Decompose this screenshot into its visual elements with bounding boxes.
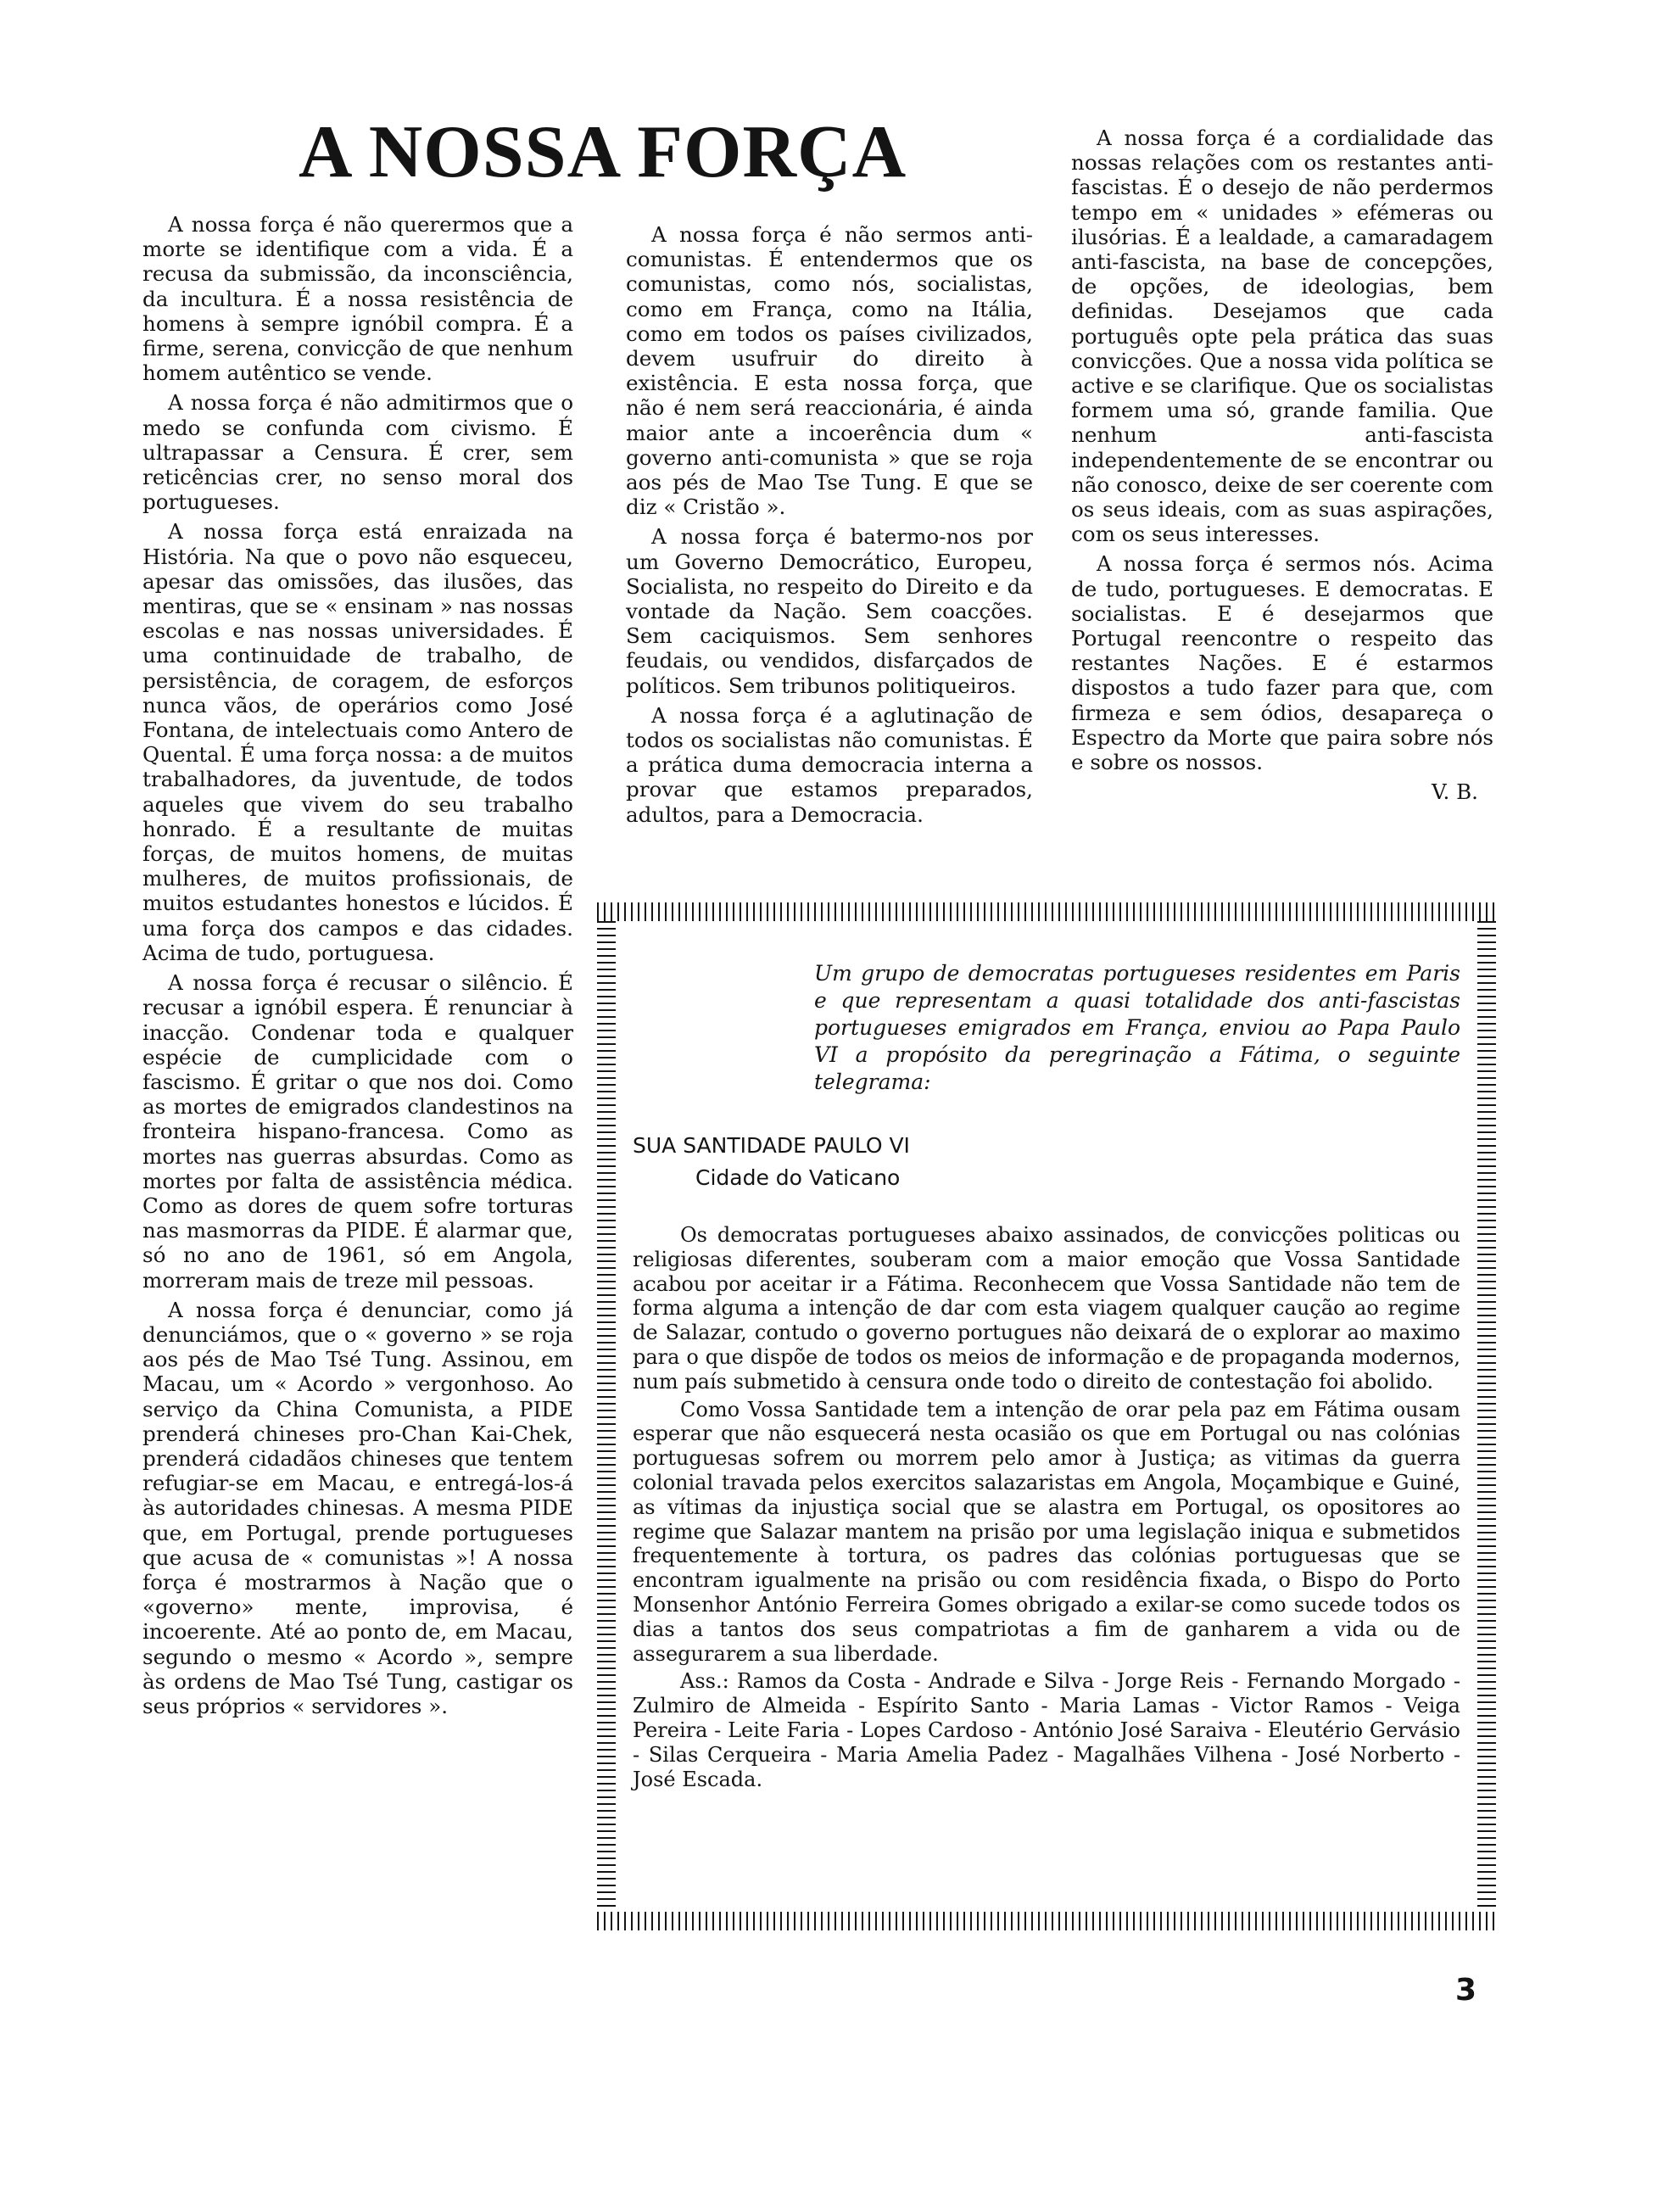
author-signature: V. B. [1432, 779, 1478, 805]
article-paragraph: A nossa força é denunciar, como já denunciámos, que o « governo » se roja aos pés de Mao Tsé Tung. Assinou, em Macau, um « Acordo » vergonhoso. Ao serviço da China Comunista, a PIDE prenderá chineses pro-Chan Kai-Chek, prenderá cidadãos chineses que tentem refugiar-se em Macau, e entregá-los-á às autoridades chinesas. A mesma PIDE que, em Portugal, prende portugueses que acusa de « comunistas »! A nossa força é mostrarmos à Nação que o «governo» mente, improvisa, é incoerente. Até ao ponto de, em Macau, segundo o mesmo « Acordo », sempre às ordens de Mao Tsé Tung, castigar os seus próprios « servidores ». [142, 1297, 573, 1718]
article-column-3 [1071, 126, 1493, 809]
article-paragraph: A nossa força é não sermos anti-comunistas. É entendermos que os comunistas, como nós, socialistas, como em França, como na Itália, como em todos os países civilizados, devem usufruir do direito à existência. E esta nossa força, que não é nem será reaccionária, é ainda maior ante a incoerência dum « governo anti-comunista » que se roja aos pés de Mao Tse Tung. E que se diz « Cristão ». [626, 222, 1033, 520]
border-hatch-left [597, 921, 616, 1912]
article-column-1 [142, 212, 573, 1723]
page-number: 3 [1455, 1973, 1477, 2008]
article-paragraph: A nossa força é a cordialidade das nossas relações com os restantes anti-fascistas. É o desejo de não perdermos tempo em « unidades » efémeras ou ilusórias. É a lealdade, a camaradagem anti-fascista, na base de concepções, de opções, de ideologias, bem definidas. Desejamos que cada português opte pela prática das suas convicções. Que a nossa vida política se active e se clarifique. Que os socialistas formem uma só, grande familia. Que nenhum anti-fascista independentemente de se encontrar ou não conosco, deixe de ser coerente com os seus ideais, com as suas aspirações, com os seus interesses. [1071, 126, 1494, 547]
border-hatch-bottom [597, 1912, 1496, 1930]
telegram-paragraph: Como Vossa Santidade tem a intenção de orar pela paz em Fátima ousam esperar que não esquecerá nesta ocasião os que em Portugal ou nas colónias portuguesas sofrem ou morrem pelo amor à Justiça; as vitimas da guerra colonial travada pelos exercitos salazaristas em Angola, Moçambique e Guiné, as vítimas da injustiça social que se alastra em Portugal, os opositores ao regime que Salazar mantem na prisão por uma legislação iniqua e submetidos frequentemente à tortura, os padres das colónias portuguesas que se encontram igualmente na prisão ou com residência fixada, o Bispo do Porto Monsenhor António Ferreira Gomes obrigado a exilar-se como sucede todos os dias a tantos dos seus compatriotas a fim de ganharem a vida ou de assegurarem a sua liberdade. [633, 1397, 1460, 1666]
article-paragraph: A nossa força é não admitirmos que o medo se confunda com civismo. É ultrapassar a Censura. É crer, sem reticências crer, no senso moral dos portugueses. [142, 390, 573, 515]
article-paragraph: A nossa força é não querermos que a morte se identifique com a vida. É a recusa da submissão, da inconsciência, da incultura. É a nossa resistência de homens à sempre ignóbil compra. É a firme, serena, convicção de que nenhum homem autêntico se vende. [142, 212, 573, 386]
border-hatch-top [597, 902, 1496, 921]
telegram-content [633, 950, 1460, 1791]
border-hatch-right [1477, 921, 1496, 1912]
telegram-box [597, 902, 1496, 1930]
telegram-paragraph: Os democratas portugueses abaixo assinados, de convicções politicas ou religiosas diferentes, souberam com a maior emoção que Vossa Santidade acabou por aceitar ir a Fátima. Reconhecem que Vossa Santidade não tem de forma alguma a intenção de dar com esta viagem qualquer caução ao regime de Salazar, contudo o governo portugues não deixará de o explorar ao maximo para o que dispõe de todos os meios de informação e de propaganda modernos, num país submetido à censura onde todo o direito de contestação foi abolido. [633, 1223, 1460, 1394]
telegram-intro: Um grupo de democratas portugueses residentes em Paris e que representam a quasi totalidade dos anti-fascistas portugueses emigrados em França, enviou ao Papa Paulo VI a propósito da peregrinação a Fátima, o seguinte telegrama: [814, 961, 1460, 1094]
telegram-recipient: SUA SANTIDADE PAULO VI [633, 1133, 910, 1158]
telegram-signatories: Ass.: Ramos da Costa - Andrade e Silva - Jorge Reis - Fernando Morgado - Zulmiro de Almeida - Espírito Santo - Maria Lamas - Victor Ramos - Veiga Pereira - Leite Faria - Lopes Cardoso - António José Saraiva - Eleutério Gervásio - Silas Cerqueira - Maria Amelia Padez - Magalhães Vilhena - José Norberto - José Escada. [633, 1669, 1460, 1791]
article-paragraph: A nossa força é a aglutinação de todos os socialistas não comunistas. É a prática duma democracia interna a provar que estamos preparados, adultos, para a Democracia. [626, 702, 1033, 827]
article-title: A NOSSA FORÇA [299, 111, 907, 193]
telegram-recipient-city: Cidade do Vaticano [695, 1165, 901, 1190]
article-paragraph: A nossa força é recusar o silêncio. É recusar a ignóbil espera. É renunciar à inacção. Condenar toda e qualquer espécie de cumplicidade com o fascismo. É gritar o que nos doi. Como as mortes de emigrados clandestinos na fronteira hispano-francesa. Como as mortes nas guerras absurdas. Como as mortes por falta de assistência médica. Como as dores de quem sofre torturas nas masmorras da PIDE. É alarmar que, só no ano de 1961, só em Angola, morreram mais de treze mil pessoas. [142, 970, 573, 1293]
article-column-2 [626, 222, 1033, 832]
article-paragraph: A nossa força está enraizada na História. Na que o povo não esqueceu, apesar das omissões, das ilusões, das mentiras, que se « ensinam » nas nossas escolas e nas nossas universidades. É uma continuidade de trabalho, de persistência, de coragem, de esforços nunca vãos, de operários como José Fontana, de intelectuais como Antero de Quental. É uma força nossa: a de muitos trabalhadores, da juventude, de todos aqueles que vivem do seu trabalho honrado. É a resultante de muitas forças, de muitos homens, de muitas mulheres, de muitos profissionais, de muitos estudantes honestos e lúcidos. É uma força dos campos e das cidades. Acima de tudo, portuguesa. [142, 519, 573, 965]
article-paragraph: A nossa força é sermos nós. Acima de tudo, portugueses. E democratas. E socialistas. E é desejarmos que Portugal reencontre o respeito das restantes Nações. E é estarmos dispostos a tudo fazer para que, com firmeza e sem ódios, desapareça o Espectro da Morte que paira sobre nós e sobre os nossos. [1071, 551, 1493, 775]
article-paragraph: A nossa força é batermo-nos por um Governo Democrático, Europeu, Socialista, no respeito do Direito e da vontade da Nação. Sem coacções. Sem caciquismos. Sem senhores feudais, ou vendidos, disfarçados de políticos. Sem tribunos politiqueiros. [626, 524, 1033, 698]
